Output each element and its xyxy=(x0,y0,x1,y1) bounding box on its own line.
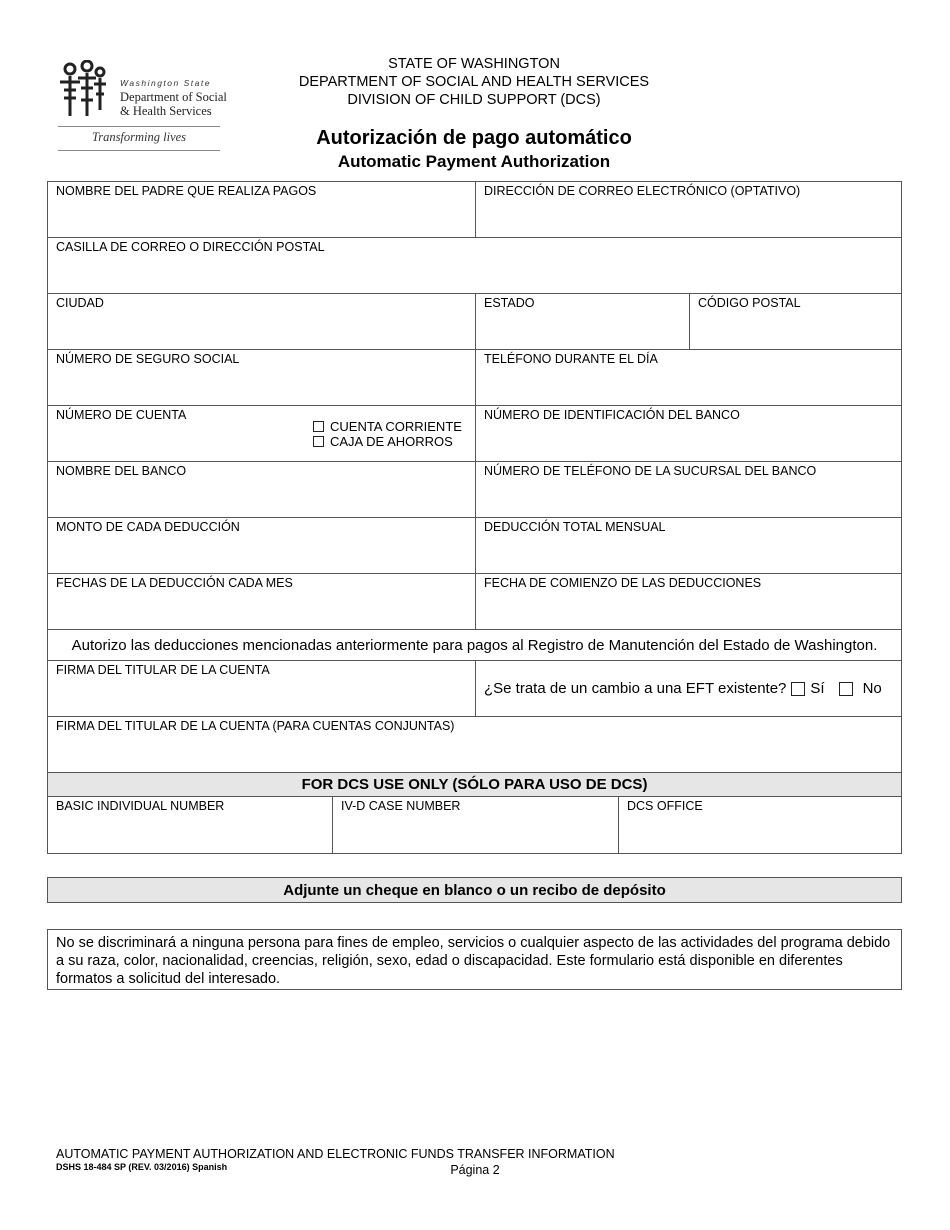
form-row xyxy=(48,574,901,630)
eft-no-label: No xyxy=(862,680,882,697)
account-type-options xyxy=(313,419,462,449)
deduction-amount-label: MONTO DE CADA DEDUCCIÓN xyxy=(56,520,240,534)
savings-label: CAJA DE AHORROS xyxy=(330,434,453,449)
form-row xyxy=(48,462,901,518)
form-row xyxy=(48,797,901,853)
form-row xyxy=(48,238,901,294)
form-title-english: Automatic Payment Authorization xyxy=(337,152,611,171)
email-field[interactable] xyxy=(475,182,901,237)
form-title-spanish: Autorización de pago automático xyxy=(316,127,632,149)
payer-name-field[interactable] xyxy=(48,182,475,237)
footer-title: AUTOMATIC PAYMENT AUTHORIZATION AND ELECTRONIC FUNDS TRANSFER INFORMATION xyxy=(56,1147,615,1161)
savings-option[interactable] xyxy=(313,434,462,449)
state-field[interactable] xyxy=(475,294,689,349)
day-phone-field[interactable] xyxy=(475,350,901,405)
logo-dept-line1: Department of Social xyxy=(120,90,227,104)
joint-signature-field[interactable] xyxy=(48,717,901,772)
bank-id-label: NÚMERO DE IDENTIFICACIÓN DEL BANCO xyxy=(484,408,740,422)
deduction-dates-field[interactable] xyxy=(48,574,475,629)
joint-signature-label: FIRMA DEL TITULAR DE LA CUENTA (PARA CUENTAS CONJUNTAS) xyxy=(56,719,455,733)
signature-label: FIRMA DEL TITULAR DE LA CUENTA xyxy=(56,663,270,677)
dcs-use-only-header: FOR DCS USE ONLY (SÓLO PARA USO DE DCS) xyxy=(48,773,901,797)
bank-id-field[interactable] xyxy=(475,406,901,461)
nondiscrimination-notice: No se discriminará a ninguna persona para fines de empleo, servicios o cualquier aspecto de las actividades del programa debido a su raza, color, nacionalidad, creencias, religión, sexo, edad o discapacidad. Este formulario está disponible en diferentes formatos a solicitud del interesado. xyxy=(47,929,902,990)
bank-name-field[interactable] xyxy=(48,462,475,517)
eft-question-text: ¿Se trata de un cambio a una EFT existente? xyxy=(484,680,787,697)
ssn-label: NÚMERO DE SEGURO SOCIAL xyxy=(56,352,240,366)
form-row xyxy=(48,518,901,574)
email-label: DIRECCIÓN DE CORREO ELECTRÓNICO (OPTATIVO) xyxy=(484,184,801,198)
eft-no-checkbox[interactable] xyxy=(839,682,853,696)
account-number-field[interactable] xyxy=(48,406,475,461)
footer-page-number: Página 2 xyxy=(450,1163,500,1177)
header-line-division: DIVISION OF CHILD SUPPORT (DCS) xyxy=(347,92,601,108)
ssn-field[interactable] xyxy=(48,350,475,405)
bank-name-label: NOMBRE DEL BANCO xyxy=(56,464,187,478)
eft-yes-label: Sí xyxy=(810,680,825,697)
zip-label: CÓDIGO POSTAL xyxy=(698,296,801,310)
form-row xyxy=(48,406,901,462)
attach-check-banner: Adjunte un cheque en blanco o un recibo de depósito xyxy=(47,877,902,903)
logo-dept-line2: & Health Services xyxy=(120,104,212,118)
people-logo-icon xyxy=(56,60,114,118)
checking-label: CUENTA CORRIENTE xyxy=(330,419,462,434)
city-field[interactable] xyxy=(48,294,475,349)
po-box-field[interactable] xyxy=(48,238,901,293)
start-date-label: FECHA DE COMIENZO DE LAS DEDUCCIONES xyxy=(484,576,762,590)
monthly-total-label: DEDUCCIÓN TOTAL MENSUAL xyxy=(484,520,666,534)
city-label: CIUDAD xyxy=(56,296,104,310)
start-date-field[interactable] xyxy=(475,574,901,629)
branch-phone-field[interactable] xyxy=(475,462,901,517)
branch-phone-label: NÚMERO DE TELÉFONO DE LA SUCURSAL DEL BANCO xyxy=(484,464,817,478)
eft-yes-checkbox[interactable] xyxy=(791,682,805,696)
authorization-statement: Autorizo las deducciones mencionadas anteriormente para pagos al Registro de Manutención del Estado de Washington. xyxy=(48,630,901,661)
dcs-office-label: DCS OFFICE xyxy=(627,799,703,813)
savings-checkbox[interactable] xyxy=(313,436,324,447)
day-phone-label: TELÉFONO DURANTE EL DÍA xyxy=(484,352,658,366)
basic-individual-number-label: BASIC INDIVIDUAL NUMBER xyxy=(56,799,225,813)
eft-change-question xyxy=(475,661,901,716)
agency-header xyxy=(232,55,716,109)
monthly-total-field[interactable] xyxy=(475,518,901,573)
dshs-logo xyxy=(56,58,227,154)
footer-form-id: DSHS 18-484 SP (REV. 03/2016) Spanish xyxy=(56,1162,228,1172)
authorization-form xyxy=(47,181,902,854)
logo-state-text: Washington State xyxy=(120,78,211,88)
basic-individual-number-field[interactable] xyxy=(48,797,332,853)
form-row xyxy=(48,182,901,238)
po-box-label: CASILLA DE CORREO O DIRECCIÓN POSTAL xyxy=(56,240,325,254)
deduction-amount-field[interactable] xyxy=(48,518,475,573)
logo-tagline: Transforming lives xyxy=(91,130,187,144)
form-row xyxy=(48,350,901,406)
checking-checkbox[interactable] xyxy=(313,421,324,432)
signature-field[interactable] xyxy=(48,661,475,716)
form-row xyxy=(48,294,901,350)
form-row xyxy=(48,661,901,717)
ivd-case-number-label: IV-D CASE NUMBER xyxy=(341,799,461,813)
state-label: ESTADO xyxy=(484,296,535,310)
zip-field[interactable] xyxy=(689,294,901,349)
logo-dept-text xyxy=(120,90,227,118)
header-line-department: DEPARTMENT OF SOCIAL AND HEALTH SERVICES xyxy=(298,74,650,90)
deduction-dates-label: FECHAS DE LA DEDUCCIÓN CADA MES xyxy=(56,576,293,590)
payer-name-label: NOMBRE DEL PADRE QUE REALIZA PAGOS xyxy=(56,184,317,198)
logo-rule-top xyxy=(58,126,220,127)
checking-option[interactable] xyxy=(313,419,462,434)
header-line-state: STATE OF WASHINGTON xyxy=(388,56,560,72)
form-row xyxy=(48,717,901,773)
logo-rule-bottom xyxy=(58,150,220,151)
dcs-office-field[interactable] xyxy=(618,797,901,853)
ivd-case-number-field[interactable] xyxy=(332,797,618,853)
account-number-label: NÚMERO DE CUENTA xyxy=(56,408,187,422)
